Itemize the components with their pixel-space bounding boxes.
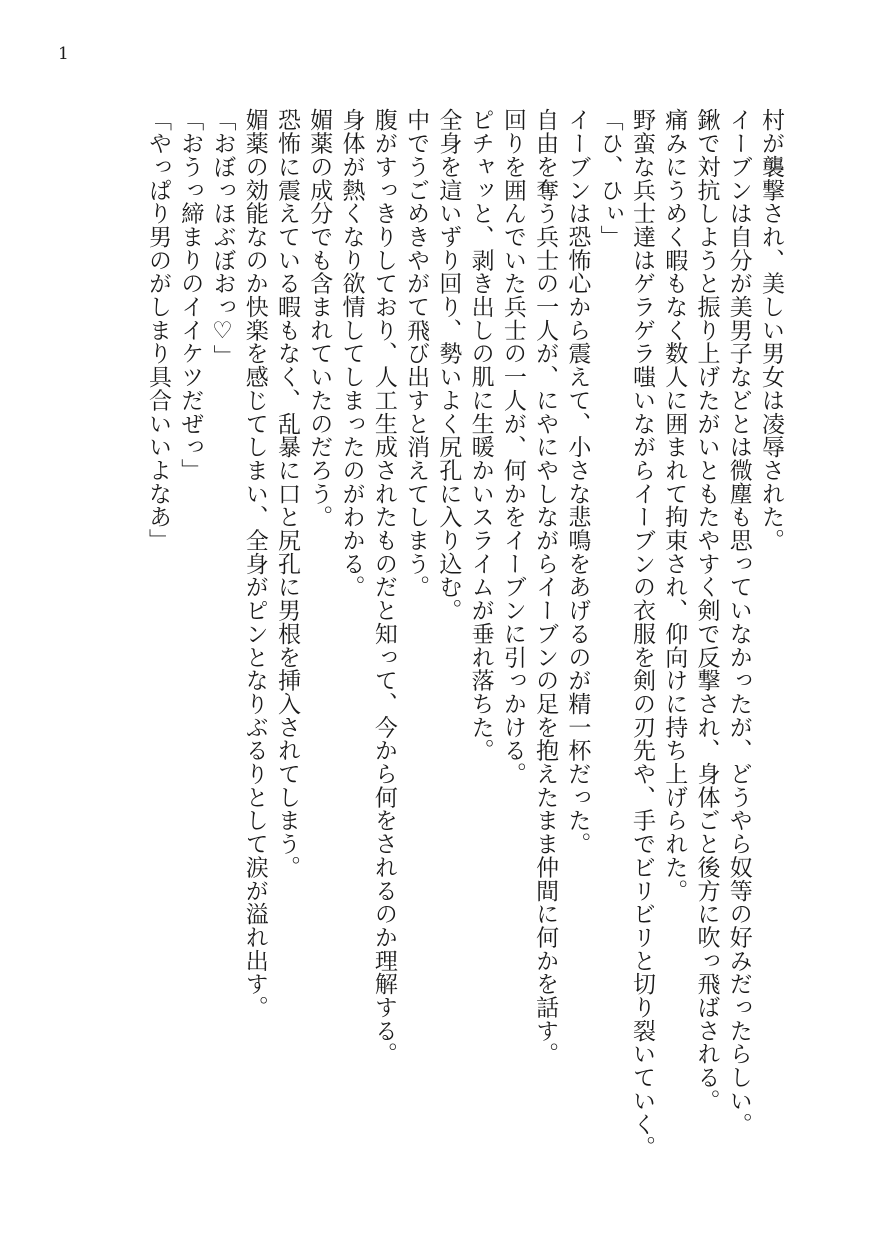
page-number: 1 bbox=[58, 44, 69, 64]
text-line: 自由を奪う兵士の一人が、にやにやしながらイーブンの足を抱えたまま仲間に何かを話す。 bbox=[532, 108, 559, 1066]
text-line: 媚薬の成分でも含まれていたのだろう。 bbox=[306, 108, 333, 529]
dialogue-line: 「やっぱり男のがしまり具合いいよなあ」 bbox=[144, 108, 171, 552]
dialogue-line: 「おうっ締まりのイイケツだぜっ」 bbox=[177, 108, 204, 482]
text-line: イーブンは自分が美男子などとは微塵も思っていなかったが、どうやら奴等の好みだったらしい。 bbox=[725, 108, 752, 1136]
text-line: 野蛮な兵士達はゲラゲラ嗤いながらイーブンの衣服を剣の刃先や、手でビリビリと切り裂いていく。 bbox=[628, 108, 655, 1159]
text-line: ピチャッと、剥き出しの肌に生暖かいスライムが垂れ落ちた。 bbox=[467, 108, 494, 762]
dialogue-line: 「おぼっほぶぼおっ♡」 bbox=[209, 108, 236, 368]
text-line: 全身を這いずり回り、勢いよく尻孔に入り込む。 bbox=[435, 108, 462, 622]
text-line: 媚薬の効能なのか快楽を感じてしまい、全身がピンとなりぶるりとして涙が溢れ出す。 bbox=[241, 108, 268, 1019]
text-body bbox=[144, 108, 785, 1159]
text-line: 身体が熱くなり欲情してしまったのがわかる。 bbox=[338, 108, 365, 599]
text-line: 村が襲撃され、美しい男女は凌辱された。 bbox=[758, 108, 784, 552]
text-line: 腹がすっきりしており、人工生成されたものだと知って、今から何をされるのか理解する。 bbox=[370, 108, 397, 1066]
text-line: 回りを囲んでいた兵士の一人が、何かをイーブンに引っかける。 bbox=[499, 108, 526, 786]
text-line: 恐怖に震えている暇もなく、乱暴に口と尻孔に男根を挿入されてしまう。 bbox=[274, 108, 301, 879]
text-line: 中でうごめきやがて飛び出すと消えてしまう。 bbox=[403, 108, 430, 599]
dialogue-line: 「ひ、ひぃ」 bbox=[596, 108, 623, 249]
text-line: 鍬で対抗しようと振り上げたがいともたやすく剣で反撃され、身体ごと後方に吹っ飛ばされる。 bbox=[693, 108, 720, 1113]
text-line: イーブンは恐怖心から震えて、小さな悲鳴をあげるのが精一杯だった。 bbox=[564, 108, 591, 856]
text-line: 痛みにうめく暇もなく数人に囲まれて拘束され、仰向けに持ち上げられた。 bbox=[661, 108, 688, 902]
